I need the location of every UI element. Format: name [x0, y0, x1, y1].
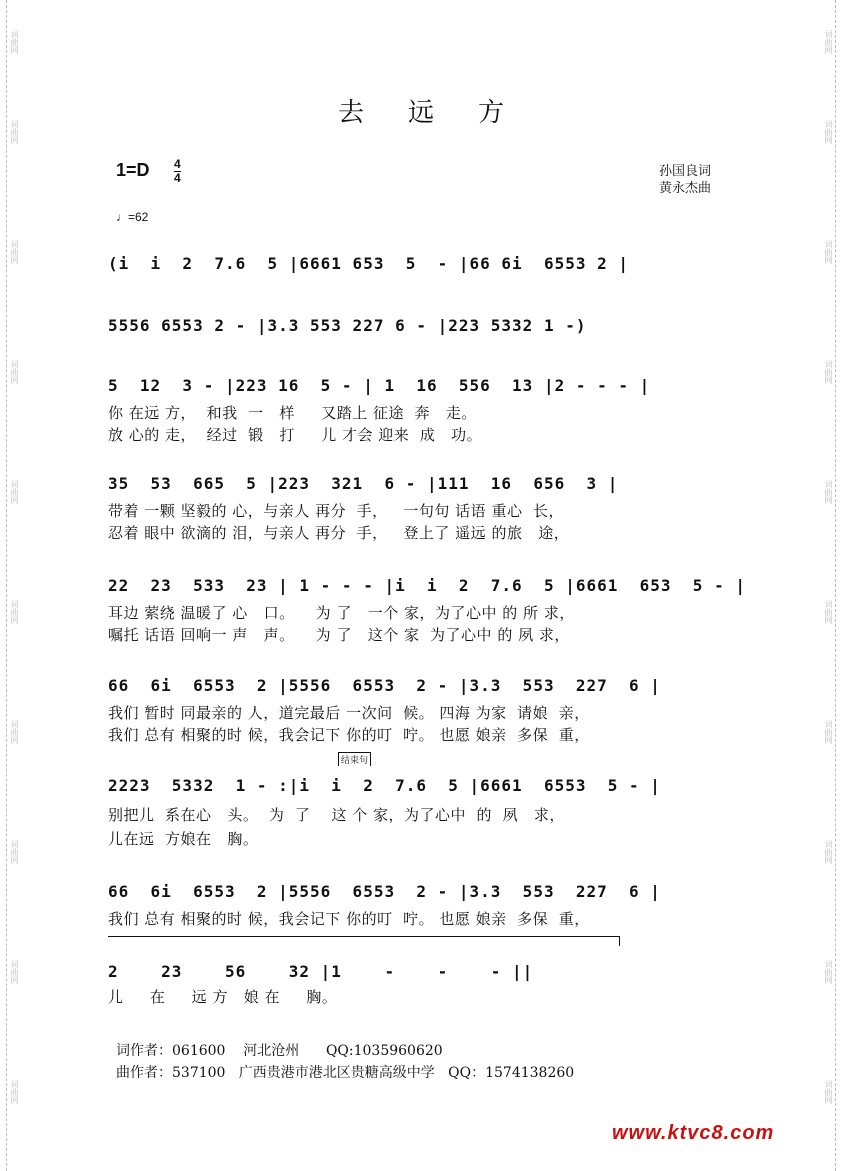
lyric-line: 儿在远 方娘在 胸。 [108, 830, 259, 848]
ending-label: 结束句 [338, 752, 371, 766]
notation-row: 5556 6553 2 - |3.3 553 227 6 - |223 5332 1 -) [108, 316, 587, 335]
song-title: 去远方 [337, 98, 548, 128]
notation-row: 66 6i 6553 2 |5556 6553 2 - |3.3 553 227 6 | [108, 882, 661, 901]
meter-bottom: 4 [174, 171, 181, 185]
notation-row: (i i 2 7.6 5 |6661 653 5 - |66 6i 6553 2 | [108, 254, 630, 273]
lyric-line: 我们 暂时 同最亲的 人，道完最后 一次问 候。 四海 为家 请娘 亲， [108, 704, 590, 722]
lyric-line: 别把儿 系在心 头。 为 了 这 个 家，为了心中 的 夙 求， [108, 806, 565, 824]
notation-row: 66 6i 6553 2 |5556 6553 2 - |3.3 553 227 6 | [108, 676, 661, 695]
lyric-line: 忍着 眼中 欲滴的 泪，与亲人 再分 手， 登上了 遥远 的旅 途， [108, 524, 570, 542]
lyricist-info: 词作者：061600 河北沧州 QQ:1035960620 [116, 1043, 443, 1059]
meter-top: 4 [174, 157, 181, 171]
left-margin-watermark: 词曲网 词曲网 词曲网 词曲网 词曲网 词曲网 词曲网 词曲网 词曲网 词曲网 [6, 0, 21, 1171]
key-signature: 1=D [116, 160, 150, 180]
lyric-line: 嘱托 话语 回响一 声 声。 为 了 这个 家 为了心中 的 夙 求， [108, 626, 570, 644]
lyric-line: 耳边 萦绕 温暖了 心 口。 为 了 一个 家，为了心中 的 所 求， [108, 604, 575, 622]
lyric-line: 带着 一颗 坚毅的 心，与亲人 再分 手， 一句句 话语 重心 长， [108, 502, 564, 520]
right-margin-watermark: 词曲网 词曲网 词曲网 词曲网 词曲网 词曲网 词曲网 词曲网 词曲网 词曲网 [821, 0, 836, 1171]
lyric-line: 我们 总有 相聚的时 候，我会记下 你的叮 咛。 也愿 娘亲 多保 重， [108, 910, 590, 928]
notation-row: 35 53 665 5 |223 321 6 - |111 16 656 3 | [108, 474, 619, 493]
lyricist-credit: 孙国良词 [659, 164, 712, 179]
notation-row: 5 12 3 - |223 16 5 - | 1 16 556 13 |2 - - - | [108, 376, 651, 395]
composer-credit: 黄永杰曲 [659, 181, 712, 196]
composer-info: 曲作者：537100 广西贵港市港北区贵糖高级中学 QQ：1574138260 [116, 1065, 575, 1081]
ending-bracket-line [108, 936, 620, 937]
lyric-line: 我们 总有 相聚的时 候，我会记下 你的叮 咛。 也愿 娘亲 多保 重， [108, 726, 590, 744]
time-signature [174, 158, 181, 185]
site-watermark: www.ktvc8.com [612, 1122, 775, 1144]
lyric-line: 你 在远 方， 和我 一 样 又踏上 征途 奔 走。 [108, 404, 477, 422]
ending-bracket-tick [619, 936, 620, 946]
lyric-line: 放 心的 走， 经过 锻 打 儿 才会 迎来 成 功。 [108, 426, 483, 444]
notation-row: 2 23 56 32 |1 - - - || [108, 962, 534, 981]
credits [659, 163, 711, 197]
notation-row: 22 23 533 23 | 1 - - - |i i 2 7.6 5 |6661 653 5 - | [108, 576, 746, 595]
tempo-marking: ♩=62 [116, 210, 149, 224]
notation-row: 2223 5332 1 - :|i i 2 7.6 5 |6661 6553 5 - | [108, 776, 661, 795]
lyric-line: 儿 在 远 方 娘 在 胸。 [108, 988, 338, 1006]
